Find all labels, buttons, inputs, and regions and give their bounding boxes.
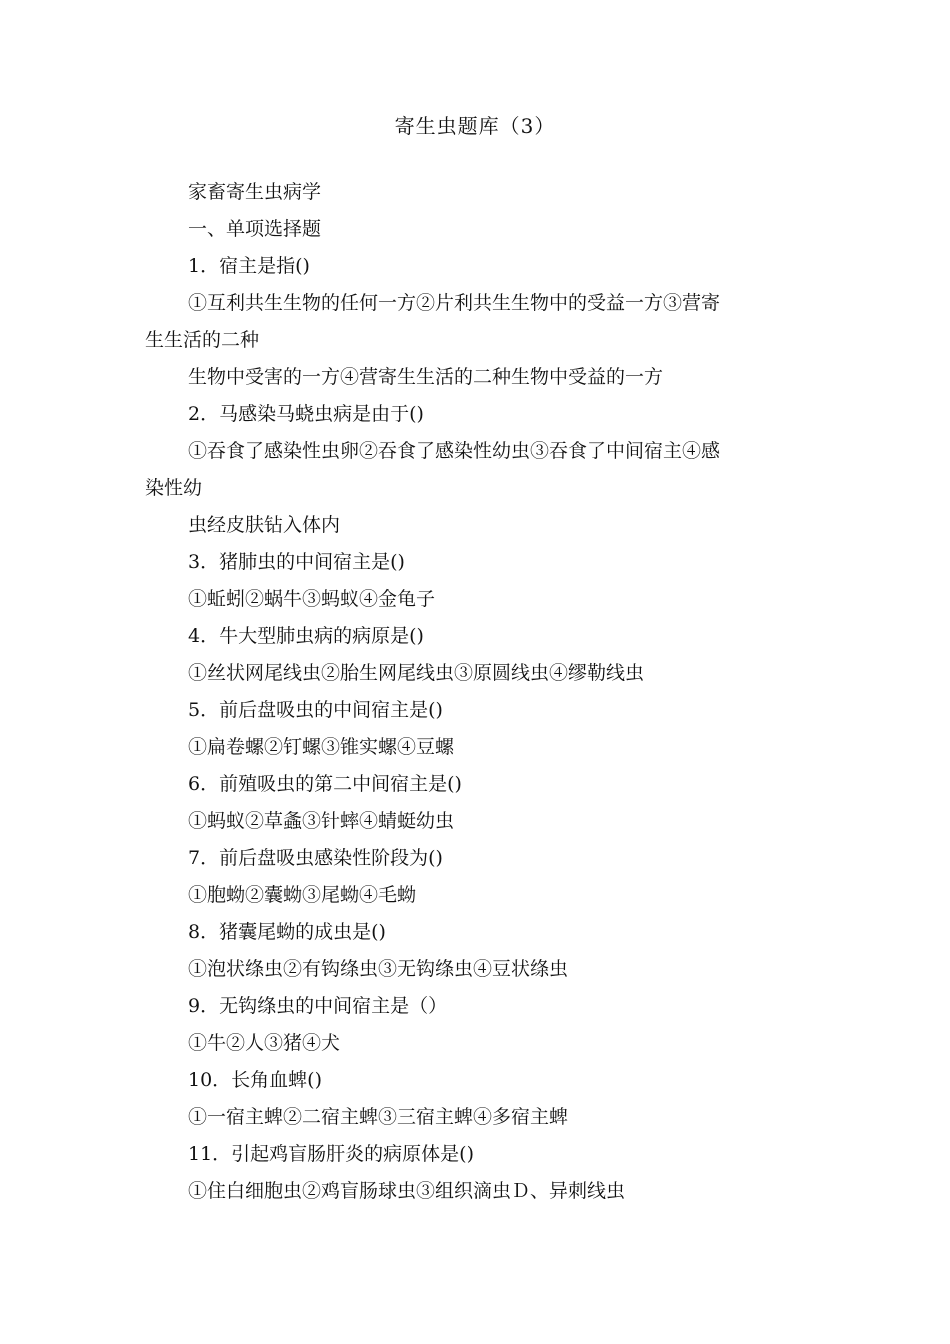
text-line: 生物中受害的一方④营寄生生活的二种生物中受益的一方	[188, 366, 664, 388]
text-line: ①互利共生生物的任何一方②片利共生生物中的受益一方③营寄	[188, 292, 721, 314]
text-line: 5．前后盘吸虫的中间宿主是()	[188, 699, 443, 721]
text-line: 3．猪肺虫的中间宿主是()	[188, 551, 405, 573]
text-line: 9．无钩绦虫的中间宿主是（）	[188, 995, 448, 1017]
text-line: 10．长角血蜱()	[188, 1069, 323, 1091]
text-line: ①住白细胞虫②鸡盲肠球虫③组织滴虫Ｄ、异刺线虫	[188, 1180, 626, 1202]
text-line: 6．前殖吸虫的第二中间宿主是()	[188, 773, 462, 795]
text-line: ①吞食了感染性虫卵②吞食了感染性幼虫③吞食了中间宿主④感	[188, 440, 721, 462]
text-line: ①蚂蚁②草螽③针蟀④蜻蜓幼虫	[188, 810, 455, 832]
text-line: 7．前后盘吸虫感染性阶段为()	[188, 847, 443, 869]
text-line: ①蚯蚓②蜗牛③蚂蚁④金龟子	[188, 588, 436, 610]
text-line: 1．宿主是指()	[188, 255, 310, 277]
text-line: 8．猪囊尾蚴的成虫是()	[188, 921, 386, 943]
text-line: 4．牛大型肺虫病的病原是()	[188, 625, 424, 647]
document-body	[145, 174, 810, 1210]
text-line: ①扁卷螺②钉螺③锥实螺④豆螺	[188, 736, 455, 758]
text-line: 11．引起鸡盲肠肝炎的病原体是()	[188, 1143, 475, 1165]
text-line: 一、单项选择题	[188, 218, 322, 240]
text-line: ①牛②人③猪④犬	[188, 1032, 341, 1054]
text-line: ①丝状网尾线虫②胎生网尾线虫③原圆线虫④缪勒线虫	[188, 662, 645, 684]
text-line: 家畜寄生虫病学	[188, 181, 322, 203]
text-line: 虫经皮肤钻入体内	[188, 514, 341, 536]
document-title: 寄生虫题库（3）	[394, 114, 556, 138]
text-line: 2．马感染马蛲虫病是由于()	[188, 403, 424, 425]
text-line: ①胞蚴②囊蚴③尾蚴④毛蚴	[188, 884, 417, 906]
text-line: 生生活的二种	[145, 329, 260, 351]
text-line: ①泡状绦虫②有钩绦虫③无钩绦虫④豆状绦虫	[188, 958, 569, 980]
text-line: ①一宿主蜱②二宿主蜱③三宿主蜱④多宿主蜱	[188, 1106, 569, 1128]
text-line: 染性幼	[145, 477, 203, 499]
